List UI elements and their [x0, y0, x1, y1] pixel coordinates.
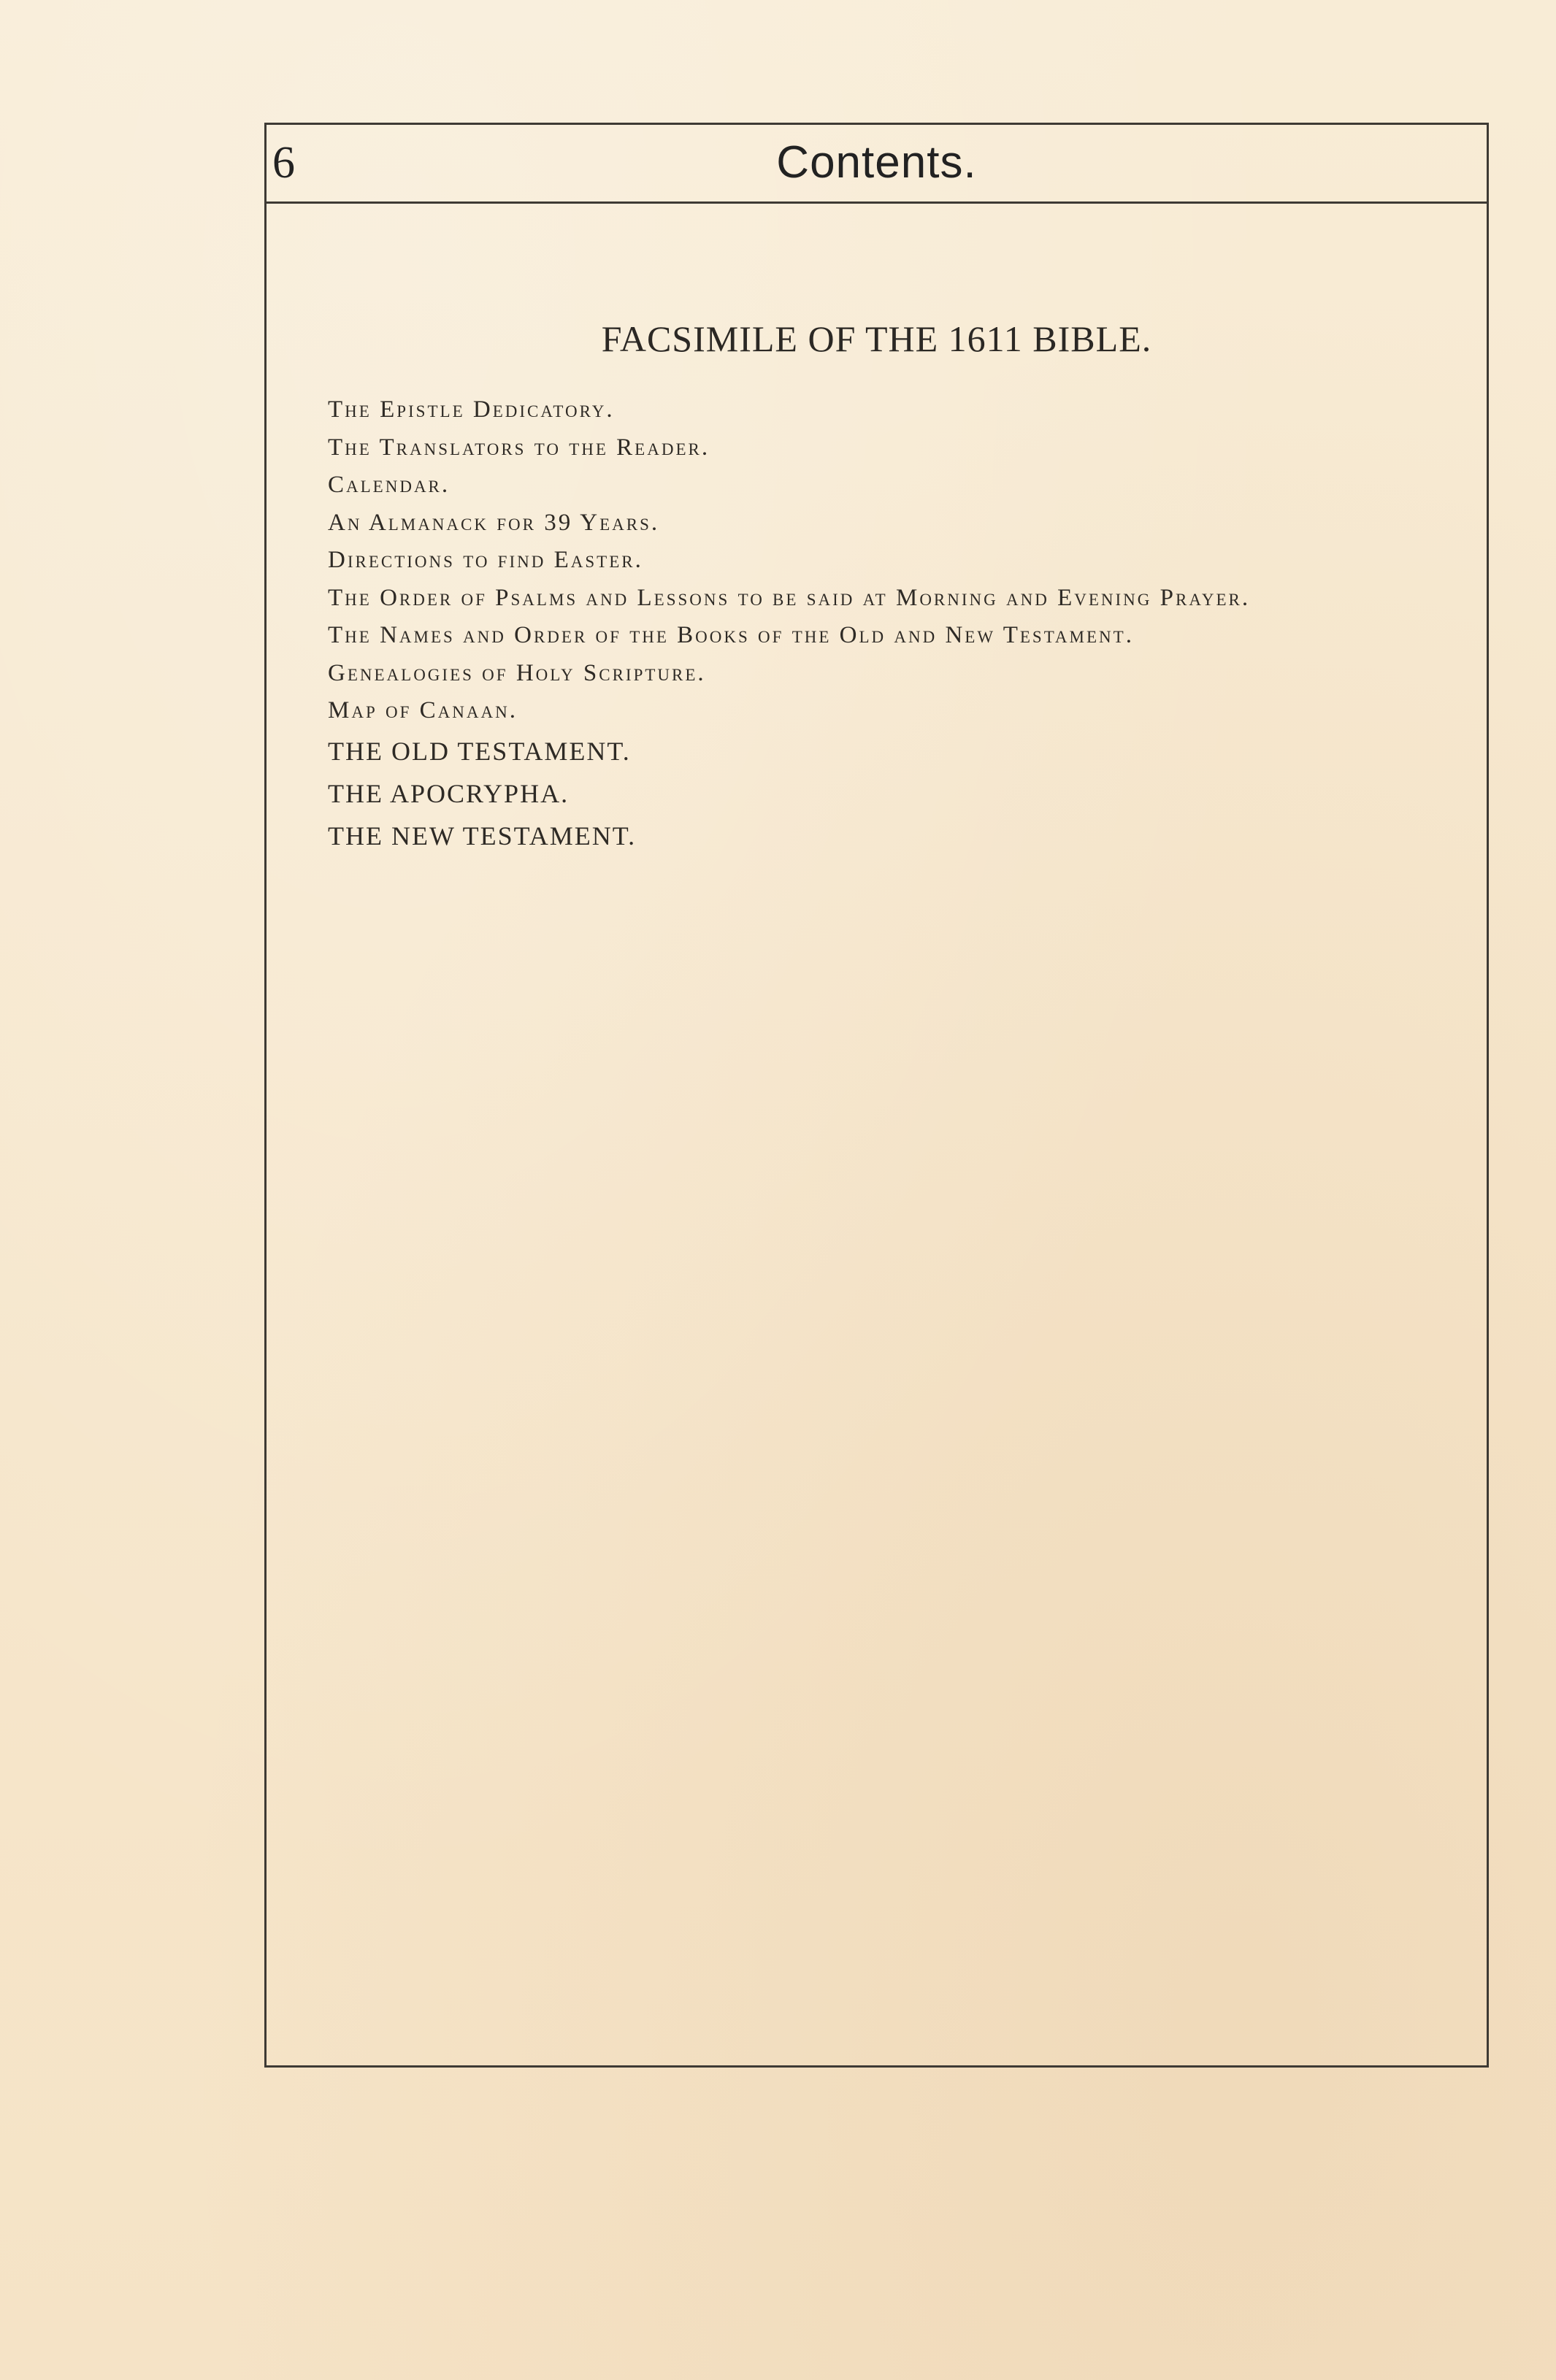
contents-major-item: THE NEW TESTAMENT.: [328, 821, 637, 851]
page-frame: [264, 123, 1489, 2068]
running-head: [267, 125, 1487, 204]
contents-item: Map of Canaan.: [328, 697, 518, 723]
contents-item: The Epistle Dedicatory.: [328, 396, 615, 423]
contents-item: The Order of Psalms and Lessons to be said at Morning and Evening Prayer.: [328, 584, 1251, 611]
contents-item: The Names and Order of the Books of the Old and New Testament.: [328, 622, 1134, 648]
page-number: 6: [272, 138, 295, 188]
contents-item: Genealogies of Holy Scripture.: [328, 659, 706, 686]
contents-item: An Almanack for 39 Years.: [328, 509, 660, 536]
running-title: Contents.: [776, 137, 977, 188]
contents-item: Directions to find Easter.: [328, 547, 643, 573]
contents-item: Calendar.: [328, 472, 451, 498]
contents-item: The Translators to the Reader.: [328, 434, 710, 461]
contents-major-item: THE OLD TESTAMENT.: [328, 736, 631, 766]
contents-major-item: THE APOCRYPHA.: [328, 778, 570, 808]
contents-list: [328, 391, 1250, 857]
section-heading: FACSIMILE OF THE 1611 BIBLE.: [601, 318, 1152, 359]
